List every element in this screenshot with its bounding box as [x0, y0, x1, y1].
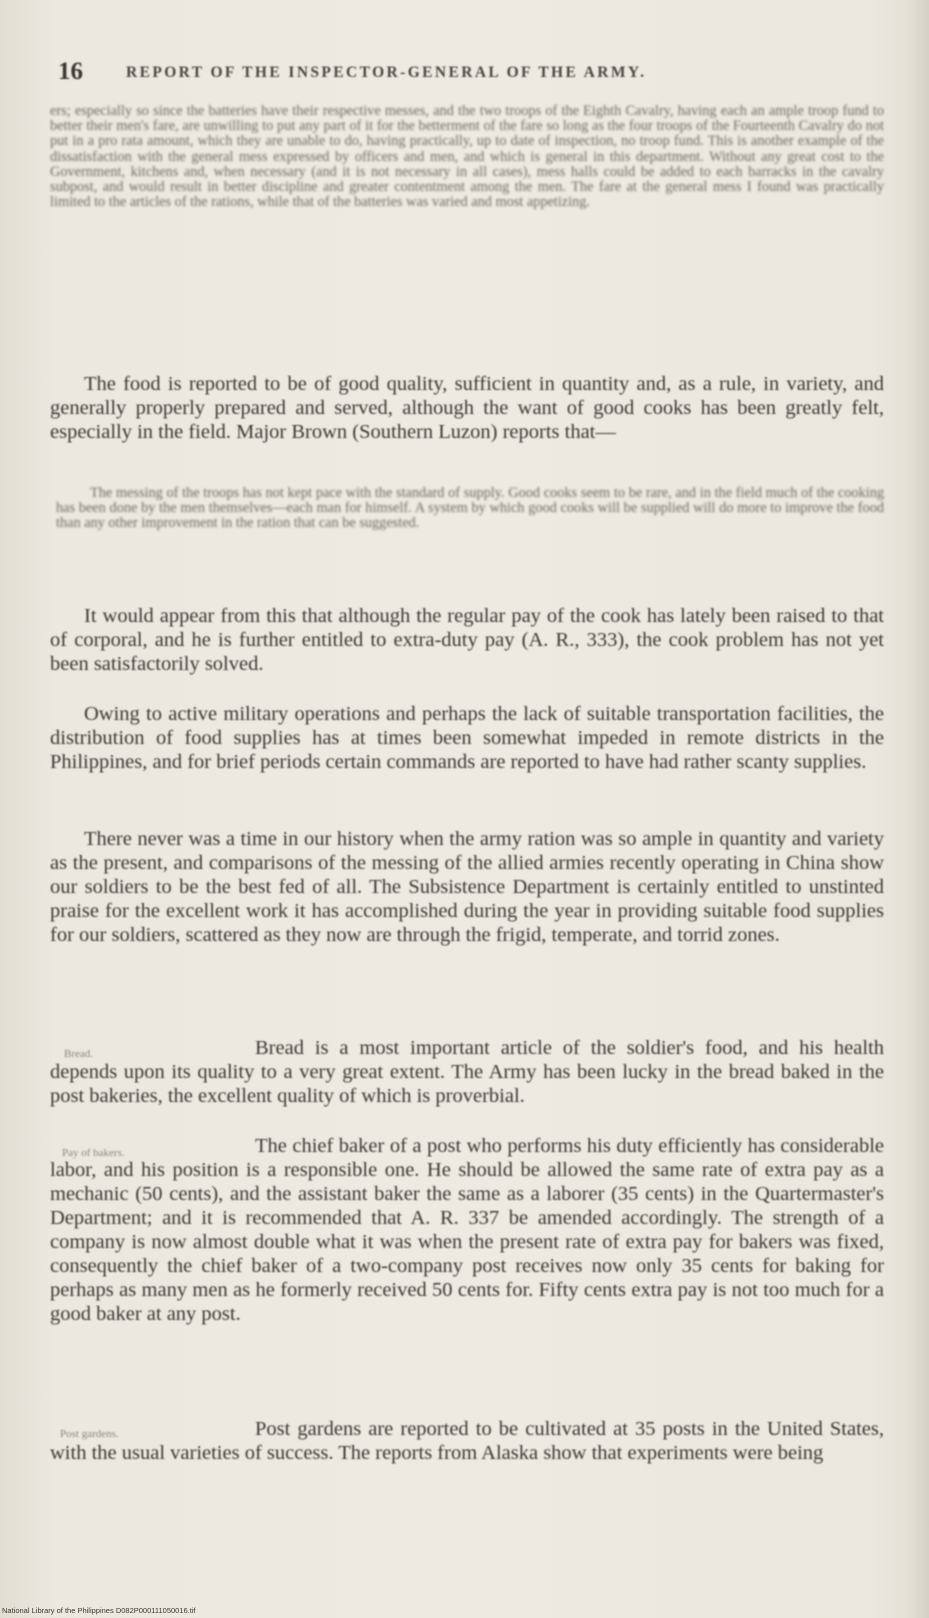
body-paragraph — [50, 604, 884, 676]
body-paragraph — [50, 702, 884, 774]
margin-note-post-gardens: Post gardens. — [60, 1428, 119, 1440]
block-quote — [56, 486, 884, 532]
page-header — [48, 58, 898, 88]
paragraph-text: Owing to active military operations and perhaps the lack of suitable transportation facilities, the distribution of food supplies has at times been somewhat impeded in remote districts in the Philippines, and for brief periods certain commands are reported to have had rather scanty supplies. — [50, 703, 884, 773]
continued-paragraph — [50, 104, 884, 210]
page-number: 16 — [58, 58, 83, 85]
body-paragraph — [50, 1036, 884, 1108]
paragraph-text: Post gardens are reported to be cultivated at 35 posts in the United States, with the usual varieties of success. The reports from Alaska show that experiments were being — [50, 1418, 884, 1464]
scan-credit: National Library of the Philippines D082P000111050016.tif — [2, 1606, 196, 1615]
margin-note-bread: Bread. — [64, 1048, 94, 1060]
body-paragraph — [50, 1134, 884, 1326]
quote-text: The messing of the troops has not kept pace with the standard of supply. Good cooks seem to be rare, and in the field much of the cooking has been done by the men themselves—each man for himself. A system by which good cooks will be supplied will do more to improve the food than any other improvement in the ration that can be suggested. — [56, 485, 884, 532]
body-paragraph — [50, 827, 884, 947]
body-paragraph — [50, 1417, 884, 1465]
paragraph-text: The chief baker of a post who performs his duty efficiently has considerable labor, and his position is a responsible one. He should be allowed the same rate of extra pay as a mechanic (50 cents), and the assistant baker the same as a laborer (35 cents) in the Quartermaster's Department; and it is recommended that A. R. 337 be amended accordingly. The strength of a company is now almost double what it was when the present rate of extra pay for bakers was fixed, consequently the chief baker of a two-company post receives now only 35 cents for baking for perhaps as many men as he formerly received 50 cents for. Fifty cents extra pay is not too much for a good baker at any post. — [50, 1135, 884, 1325]
paragraph-text: There never was a time in our history when the army ration was so ample in quantity and variety as the present, and comparisons of the messing of the allied armies recently operating in China show our soldiers to be the best fed of all. The Subsistence Department is certainly entitled to unstinted praise for the excellent work it has accomplished during the year in providing suitable food supplies for our soldiers, scattered as they now are through the frigid, temperate, and torrid zones. — [50, 828, 884, 946]
paragraph-text: It would appear from this that although the regular pay of the cook has lately been raised to that of corporal, and he is further entitled to extra-duty pay (A. R., 333), the cook problem has not yet been satisfactorily solved. — [50, 605, 884, 675]
paragraph-text: The food is reported to be of good quality, sufficient in quantity and, as a rule, in variety, and generally properly prepared and served, although the want of good cooks has been greatly felt, especially in the field. Major Brown (Southern Luzon) reports that— — [50, 373, 884, 443]
page-edge-shadow — [907, 0, 929, 1618]
running-title: REPORT OF THE INSPECTOR-GENERAL OF THE ARMY. — [126, 64, 647, 81]
paragraph-text: ers; especially so since the batteries have their respective messes, and the two troops of the Eighth Cavalry, having each an ample troop fund to better their men's fare, are unwilling to put any part of it for the betterment of the fare so long as the four troops of the Fourteenth Cavalry do not put in a pro rata amount, which they are unable to do, having practically, up to date of inspection, no troop fund. This is another example of the dissatisfaction with the general mess expressed by officers and men, and which is general in this department. Without any great cost to the Government, kitchens and, when necessary (and it is not necessary in all cases), mess halls could be added to each barracks in the cavalry subpost, and would result in better discipline and greater contentment among the men. The fare at the general mess I found was practically limited to the articles of the rations, while that of the batteries was varied and most appetizing. — [50, 103, 884, 211]
body-paragraph — [50, 372, 884, 444]
paragraph-text: Bread is a most important article of the soldier's food, and his health depends upon its quality to a very great extent. The Army has been lucky in the bread baked in the post bakeries, the excellent quality of which is proverbial. — [50, 1037, 884, 1107]
margin-note-pay-of-bakers: Pay of bakers. — [62, 1147, 125, 1159]
